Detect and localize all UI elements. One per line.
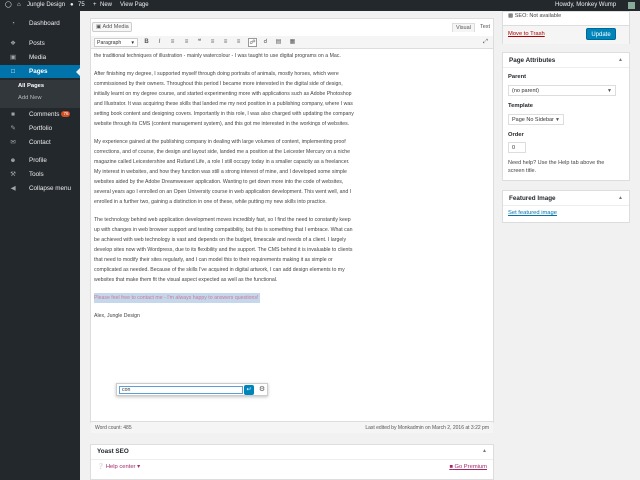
add-media-button[interactable]: ▣ Add Media xyxy=(92,22,132,32)
chevron-down-icon: ▼ xyxy=(607,88,612,94)
paragraph: After finishing my degree, I supported myself through doing portraits of animals, mostly horses, which were commissioned by their owners. Throughout this period I became more interested in the digital side of design, initially learnt on my degree course, and started experimenting more with applications such as Adobe Photoshop and Illustrator. It was acquiring these skills that landed me my next position in a publishing company, where I was setting book content and designing covers. Importantly in this role, I was also charged with updating the company website through its CMS (content management system), and this got me interested in the workings of websites. xyxy=(94,71,354,127)
order-label: Order xyxy=(508,132,524,138)
comments-count[interactable]: 75 xyxy=(78,2,85,8)
tab-text[interactable]: Text xyxy=(480,24,491,30)
caret-down-icon: ▾ xyxy=(137,464,141,470)
admin-sidebar xyxy=(0,11,80,480)
align-center-icon[interactable]: ≡ xyxy=(223,39,228,45)
set-featured-image-link[interactable]: Set featured image xyxy=(508,210,557,216)
portfolio-icon: ✎ xyxy=(10,125,16,132)
align-right-icon[interactable]: ≡ xyxy=(236,39,241,45)
order-input[interactable]: 0 xyxy=(508,142,526,153)
paragraph: The technology behind web application development moves incredibly fast, so I find the need to constantly keep up with changes in web browser support and testing compatibility, but this is something that I embrace. What can be achieved with web technology is vast and depends on the budget, timescale and needs of a client. I largely develop sites now with Wordpress, due to its flexibility and the support. The CMS behind it is invaluable to clients that need to modify their sites regularly, and I can model this to their requirements making it as simple or complicated as needed. Because of the skills I've acquired in digital artwork, I can add design elements to my websites that make them fit the visual aspect expected as well as the functional. xyxy=(94,217,353,283)
yoast-seo-box xyxy=(90,444,494,480)
update-button[interactable]: Update xyxy=(586,28,616,40)
comments-badge: 76 xyxy=(63,111,69,117)
link-popup xyxy=(116,383,268,396)
yoast-icon: ■ xyxy=(449,464,453,470)
numbered-list-icon[interactable]: ≡ xyxy=(184,39,189,45)
template-label: Template xyxy=(508,103,534,109)
editor-statusbar xyxy=(91,421,493,433)
caret-up-icon[interactable]: ▲ xyxy=(618,57,623,63)
fullscreen-icon[interactable]: ⤢ xyxy=(483,39,488,45)
submenu-all-pages[interactable]: All Pages xyxy=(18,83,45,89)
help-center-button[interactable]: ❔ Help center ▾ xyxy=(97,464,141,470)
caret-up-icon[interactable]: ▲ xyxy=(482,448,487,454)
publish-box xyxy=(502,11,630,44)
go-premium-link[interactable]: ■ Go Premium xyxy=(449,464,487,470)
italic-icon[interactable]: I xyxy=(158,39,161,45)
format-select[interactable]: Paragraph ▼ xyxy=(94,38,138,47)
gear-icon: ⚙ xyxy=(258,386,266,393)
mail-icon: ✉ xyxy=(10,139,16,146)
bullet-list-icon[interactable]: ≡ xyxy=(170,39,175,45)
user-icon: ☻ xyxy=(9,157,17,164)
view-page-link[interactable]: View Page xyxy=(120,2,149,8)
parent-select[interactable]: (no parent) ▼ xyxy=(508,85,616,96)
signature: Alex, Jungle Design xyxy=(94,313,140,319)
tab-visual[interactable]: Visual xyxy=(452,23,475,32)
read-more-icon[interactable]: ▤ xyxy=(275,39,282,45)
seo-icon: ▩ xyxy=(508,13,514,19)
align-left-icon[interactable]: ≡ xyxy=(210,39,215,45)
howdy-user[interactable]: Howdy, Monkey Wump xyxy=(555,2,617,8)
new-link[interactable]: New xyxy=(100,2,113,8)
submenu-add-new[interactable]: Add New xyxy=(18,95,42,101)
link-url-input[interactable]: con xyxy=(119,386,243,394)
featured-image-title: Featured Image xyxy=(509,195,556,202)
enter-icon: ↵ xyxy=(246,387,252,393)
blockquote-icon[interactable]: ❝ xyxy=(197,39,202,45)
seo-status: ▩ SEO: Not available xyxy=(508,13,562,19)
menu-portfolio[interactable]: ✎ Portfolio xyxy=(0,122,80,135)
comment-icon: ■ xyxy=(11,111,15,118)
wrench-icon: ⚒ xyxy=(10,171,16,178)
collapse-icon: ◀ xyxy=(10,185,16,192)
menu-collapse[interactable]: ◀ Collapse menu xyxy=(0,182,80,195)
bold-icon[interactable]: B xyxy=(144,39,149,45)
page-attributes-box xyxy=(502,52,630,181)
link-icon[interactable]: ☍ xyxy=(249,40,256,46)
menu-media[interactable]: ▣ Media xyxy=(0,51,80,64)
apply-link-button[interactable] xyxy=(244,385,254,395)
editor-content[interactable] xyxy=(94,51,354,321)
chevron-down-icon: ▼ xyxy=(130,40,135,45)
menu-tools[interactable]: ⚒ Tools xyxy=(0,168,80,181)
menu-dashboard[interactable]: ◔ Dashboard xyxy=(0,17,80,30)
menu-pages[interactable]: □ Pages xyxy=(0,65,80,78)
word-count: Word count: 485 xyxy=(95,425,132,431)
site-name-link[interactable]: Jungle Design xyxy=(27,2,66,8)
pages-icon: □ xyxy=(11,68,15,75)
template-select[interactable]: Page No Sidebar ▼ xyxy=(508,114,564,125)
parent-label: Parent xyxy=(508,74,527,80)
menu-profile[interactable]: ☻ Profile xyxy=(0,154,80,167)
paragraph: the traditional techniques of illustration - mainly watercolour - I was taught to use digital programs on a Mac. xyxy=(94,53,341,59)
last-edited: Last edited by Monkadmin on March 2, 2016 at 3:22 pm xyxy=(365,425,489,431)
menu-comments[interactable]: ■ Comments 76 xyxy=(0,108,80,121)
question-icon: ❔ xyxy=(97,464,105,470)
selected-text: Please feel free to contact me - I'm always happy to answers questions! xyxy=(94,295,259,301)
move-to-trash-link[interactable]: Move to Trash xyxy=(508,31,545,37)
caret-up-icon[interactable]: ▲ xyxy=(618,195,623,201)
admin-bar xyxy=(0,0,640,11)
home-icon: ⌂ xyxy=(17,2,21,8)
featured-image-box xyxy=(502,190,630,223)
help-text: Need help? Use the Help tab above the screen title. xyxy=(508,160,605,174)
unlink-icon[interactable]: ☌ xyxy=(263,39,268,45)
media-add-icon: ▣ xyxy=(96,24,102,30)
menu-posts[interactable]: ❖ Posts xyxy=(0,37,80,50)
toolbar-toggle-icon[interactable]: ▦ xyxy=(289,39,296,45)
current-arrow xyxy=(76,68,80,76)
paragraph: My experience gained at the publishing company in dealing with large volumes of content, implementing proof corrections, and of course, the design and layout side, landed me a position at the Leicester Mercury on a niche magazine called Leicestershire and Rutland Life, a role I still occupy today in a smaller capacity as a freelancer. My interest in websites, and how they function was still a strong interest of mine, and I developed some simple websites aided by the Adobe Dreamweaver application. Wanting to get down more into the code of websites, several years ago I enrolled on an Open University course in web application development. This went well, and I enrolled in a further two, gaining a distinction in one of these, while putting my new skills into practice. xyxy=(94,139,352,205)
plus-icon: + xyxy=(93,2,97,8)
menu-contact[interactable]: ✉ Contact xyxy=(0,136,80,149)
wordpress-logo-icon[interactable]: ◯ xyxy=(5,2,12,8)
pages-submenu xyxy=(0,80,80,108)
link-options-button[interactable] xyxy=(257,385,267,395)
yoast-title: Yoast SEO xyxy=(97,448,129,455)
dashboard-icon: ◔ xyxy=(11,20,15,27)
comments-icon: ● xyxy=(70,2,74,8)
avatar[interactable] xyxy=(628,2,635,9)
pin-icon: ❖ xyxy=(10,40,16,47)
page-attributes-title: Page Attributes xyxy=(509,57,556,64)
chevron-down-icon: ▼ xyxy=(555,117,560,123)
media-icon: ▣ xyxy=(10,54,16,61)
